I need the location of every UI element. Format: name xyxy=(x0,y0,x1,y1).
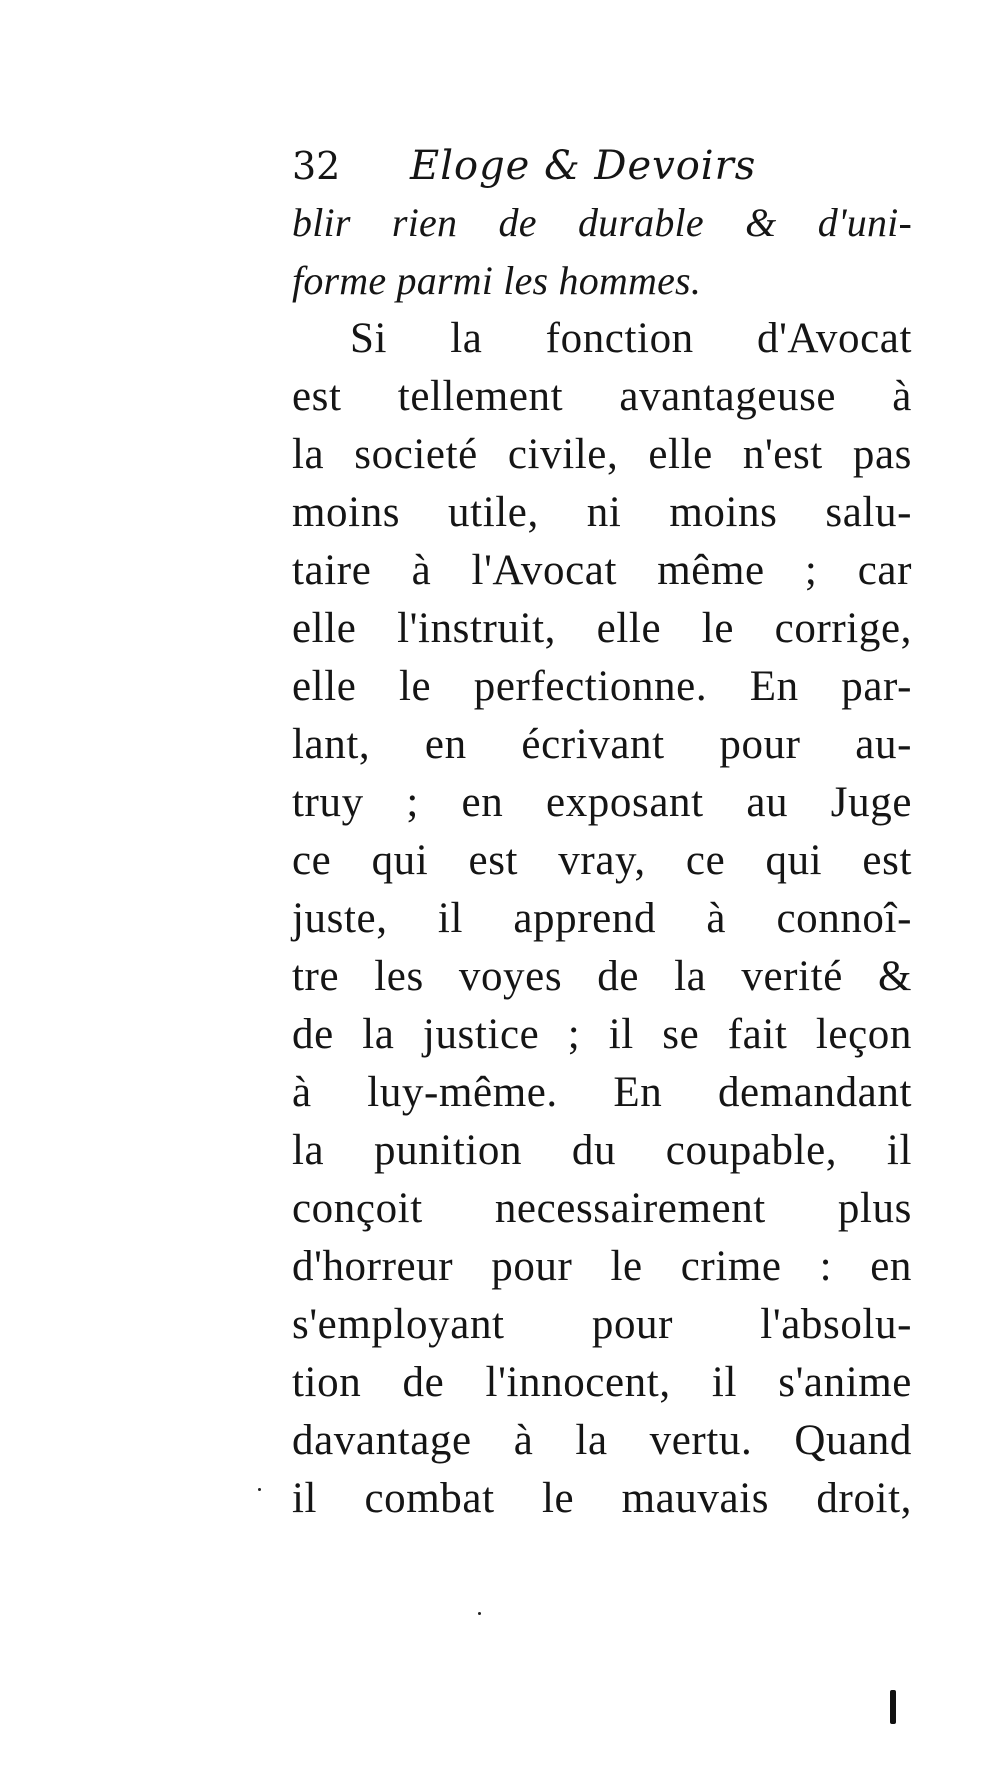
paragraph-first-line: Si la fonction d'Avocat xyxy=(350,315,912,362)
text-line: il combat le mauvais droit, xyxy=(292,1475,912,1522)
text-line: taire à l'Avocat même ; car xyxy=(292,547,912,594)
text-line: blir rien de durable & d'uni- xyxy=(292,200,912,245)
running-title: Eloge & Devoirs xyxy=(410,143,757,189)
text-line: tion de l'innocent, il s'anime xyxy=(292,1359,912,1406)
page-text-block xyxy=(292,138,912,1528)
text-line: ce qui est vray, ce qui est xyxy=(292,837,912,884)
text-line: tre les voyes de la verité & xyxy=(292,953,912,1000)
text-line: moins utile, ni moins salu- xyxy=(292,489,912,536)
text-line: conçoit necessairement plus xyxy=(292,1185,912,1232)
text-line: la societé civile, elle n'est pas xyxy=(292,431,912,478)
text-line: s'employant pour l'absolu- xyxy=(292,1301,912,1348)
text-line: davantage à la vertu. Quand xyxy=(292,1417,912,1464)
ink-speck xyxy=(478,1612,481,1615)
page-number: 32 xyxy=(292,144,341,188)
text-line: d'horreur pour le crime : en xyxy=(292,1243,912,1290)
page-edge-mark xyxy=(890,1690,896,1724)
text-line: de la justice ; il se fait leçon xyxy=(292,1011,912,1058)
text-line: elle l'instruit, elle le corrige, xyxy=(292,605,912,652)
text-line: est tellement avantageuse à xyxy=(292,373,912,420)
text-line: truy ; en exposant au Juge xyxy=(292,779,912,826)
page-header xyxy=(292,138,912,194)
text-line: lant, en écrivant pour au- xyxy=(292,721,912,768)
text-line: juste, il apprend à connoî- xyxy=(292,895,912,942)
text-line: à luy-même. En demandant xyxy=(292,1069,912,1116)
ink-speck xyxy=(258,1488,261,1491)
text-line: elle le perfectionne. En par- xyxy=(292,663,912,710)
text-line: forme parmi les hommes. xyxy=(292,258,702,303)
text-line: la punition du coupable, il xyxy=(292,1127,912,1174)
